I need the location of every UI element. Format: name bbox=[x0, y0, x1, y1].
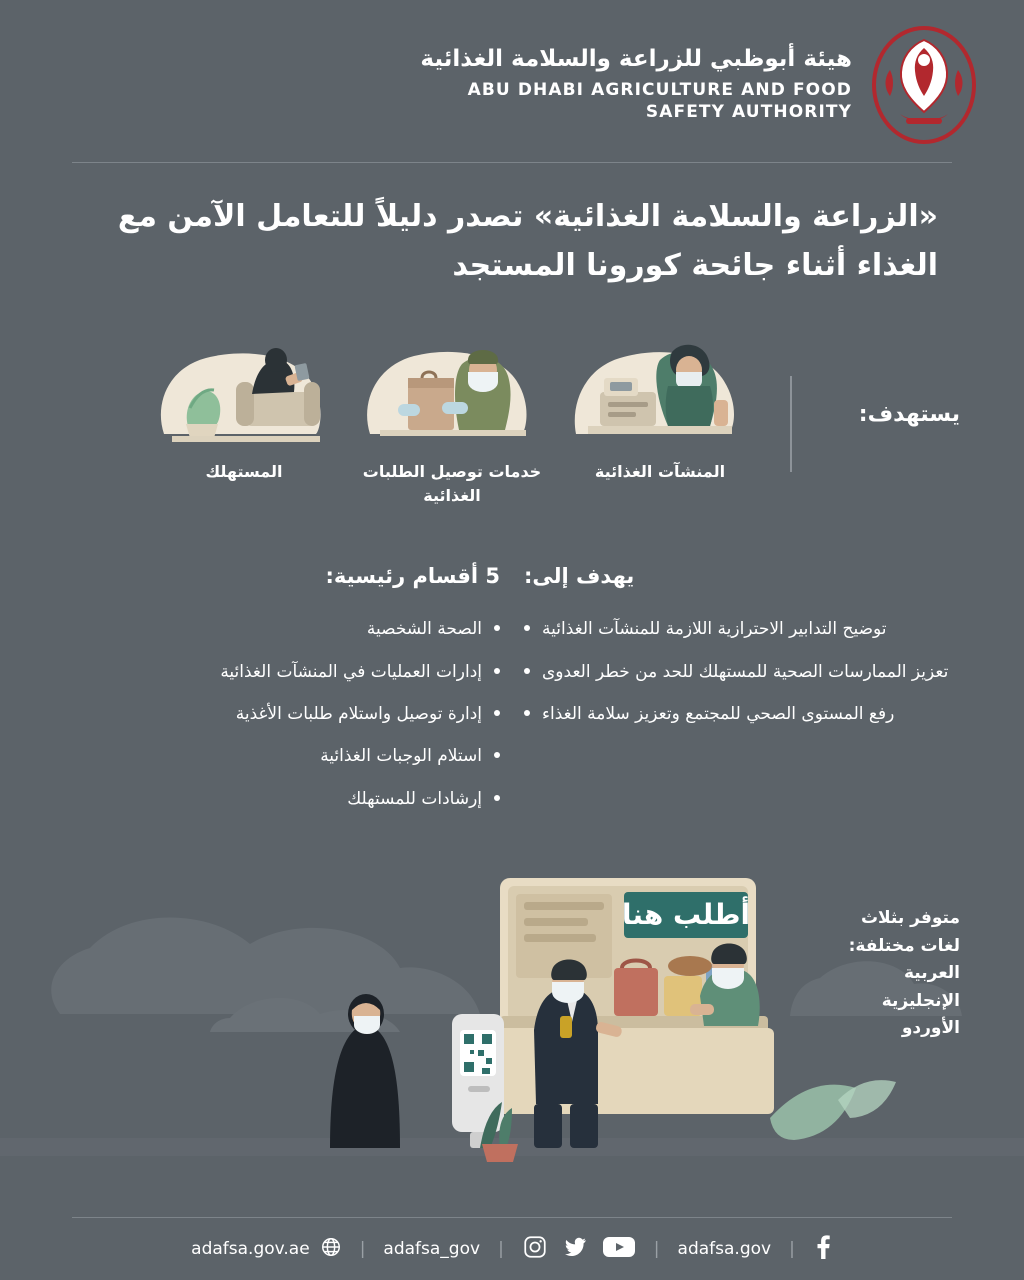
content-columns bbox=[64, 564, 960, 828]
languages-heading-line2: لغات مختلفة: bbox=[848, 935, 960, 956]
facebook-handle-text: adafsa.gov bbox=[677, 1239, 772, 1259]
website-link[interactable] bbox=[191, 1236, 342, 1263]
twitter-handle-text: adafsa_gov bbox=[383, 1239, 481, 1259]
svg-text:أطلب هنا: أطلب هنا bbox=[621, 898, 751, 931]
bullet-dot bbox=[494, 795, 500, 801]
target-caption: المستهلك bbox=[205, 462, 283, 482]
language-item: الأوردو bbox=[901, 1018, 960, 1039]
list-item bbox=[64, 743, 500, 769]
section-text: استلام الوجبات الغذائية bbox=[320, 746, 482, 767]
logo-arabic-name: هيئة أبوظبي للزراعة والسلامة الغذائية bbox=[420, 46, 852, 73]
footer-separator: | bbox=[789, 1239, 795, 1259]
list-item bbox=[64, 659, 500, 685]
section-text: إدارة توصيل واستلام طلبات الأغذية bbox=[235, 703, 482, 724]
header-divider bbox=[72, 162, 952, 163]
goal-text: رفع المستوى الصحي للمجتمع وتعزيز سلامة الغذاء bbox=[542, 703, 895, 724]
section-text: إرشادات للمستهلك bbox=[347, 788, 482, 809]
sections-heading: 5 أقسام رئيسية: bbox=[325, 564, 500, 589]
footer-separator: | bbox=[359, 1239, 366, 1259]
list-item bbox=[64, 786, 500, 812]
website-text: adafsa.gov.ae bbox=[191, 1239, 310, 1259]
consumer-sofa-illustration bbox=[148, 330, 340, 448]
goals-column bbox=[524, 564, 960, 828]
goal-text: توضيح التدابير الاحترازية اللازمة للمنشآت الغذائية bbox=[542, 619, 887, 640]
goals-list bbox=[524, 616, 960, 727]
languages-heading-line1: متوفر بثلاث bbox=[860, 908, 960, 928]
target-item-delivery bbox=[356, 330, 548, 508]
facebook-link[interactable] bbox=[678, 1239, 772, 1259]
target-audience-label: يستهدف: bbox=[858, 402, 960, 428]
section-text: إدارات العمليات في المنشآت الغذائية bbox=[220, 661, 482, 682]
list-item bbox=[64, 616, 500, 642]
target-caption: خدمات توصيل الطلبات الغذائية bbox=[362, 462, 542, 506]
bullet-dot bbox=[524, 668, 530, 674]
footer-separator: | bbox=[653, 1239, 660, 1259]
list-item bbox=[524, 701, 960, 727]
footer bbox=[0, 1218, 1024, 1280]
target-item-food-establishments bbox=[564, 330, 756, 484]
sections-column bbox=[64, 564, 500, 828]
header bbox=[0, 0, 1024, 144]
sections-list bbox=[64, 616, 500, 812]
bullet-dot bbox=[524, 710, 530, 716]
target-audience-section bbox=[64, 330, 960, 508]
target-item-consumer bbox=[148, 330, 340, 484]
list-item bbox=[64, 701, 500, 727]
bullet-dot bbox=[524, 625, 530, 631]
section-text: الصحة الشخصية bbox=[366, 619, 482, 640]
twitter-handle-link[interactable] bbox=[383, 1239, 480, 1259]
bullet-dot bbox=[494, 752, 500, 758]
footer-separator: | bbox=[498, 1239, 504, 1259]
list-item bbox=[524, 659, 960, 685]
logo-text bbox=[420, 47, 852, 123]
twitter-icon[interactable] bbox=[562, 1234, 588, 1265]
logo-english-line1: ABU DHABI AGRICULTURE AND FOOD bbox=[467, 79, 852, 100]
target-caption: المنشآت الغذائية bbox=[594, 462, 726, 482]
bullet-dot bbox=[494, 710, 500, 716]
logo-english-line2: SAFETY AUTHORITY bbox=[645, 101, 852, 122]
bullet-dot bbox=[494, 668, 500, 674]
language-item: العربية bbox=[903, 963, 960, 984]
youtube-icon[interactable] bbox=[602, 1234, 636, 1265]
instagram-icon[interactable] bbox=[522, 1234, 548, 1265]
globe-icon bbox=[320, 1236, 342, 1263]
goal-text: تعزيز الممارسات الصحية للمستهلك للحد من خطر العدوى bbox=[542, 661, 949, 682]
cashier-illustration bbox=[564, 330, 756, 448]
list-item bbox=[524, 616, 960, 642]
bullet-dot bbox=[494, 625, 500, 631]
delivery-illustration bbox=[356, 330, 548, 448]
falcon-emblem-icon bbox=[870, 26, 978, 144]
languages-block bbox=[849, 905, 960, 1043]
facebook-icon[interactable] bbox=[813, 1234, 833, 1265]
goals-heading: يهدف إلى: bbox=[524, 564, 635, 589]
language-item: الإنجليزية bbox=[881, 990, 960, 1011]
vertical-divider bbox=[790, 376, 792, 472]
page-title: «الزراعة والسلامة الغذائية» تصدر دليلاً للتعامل الآمن مع الغذاء أثناء جائحة كورونا المستجد bbox=[117, 199, 938, 283]
